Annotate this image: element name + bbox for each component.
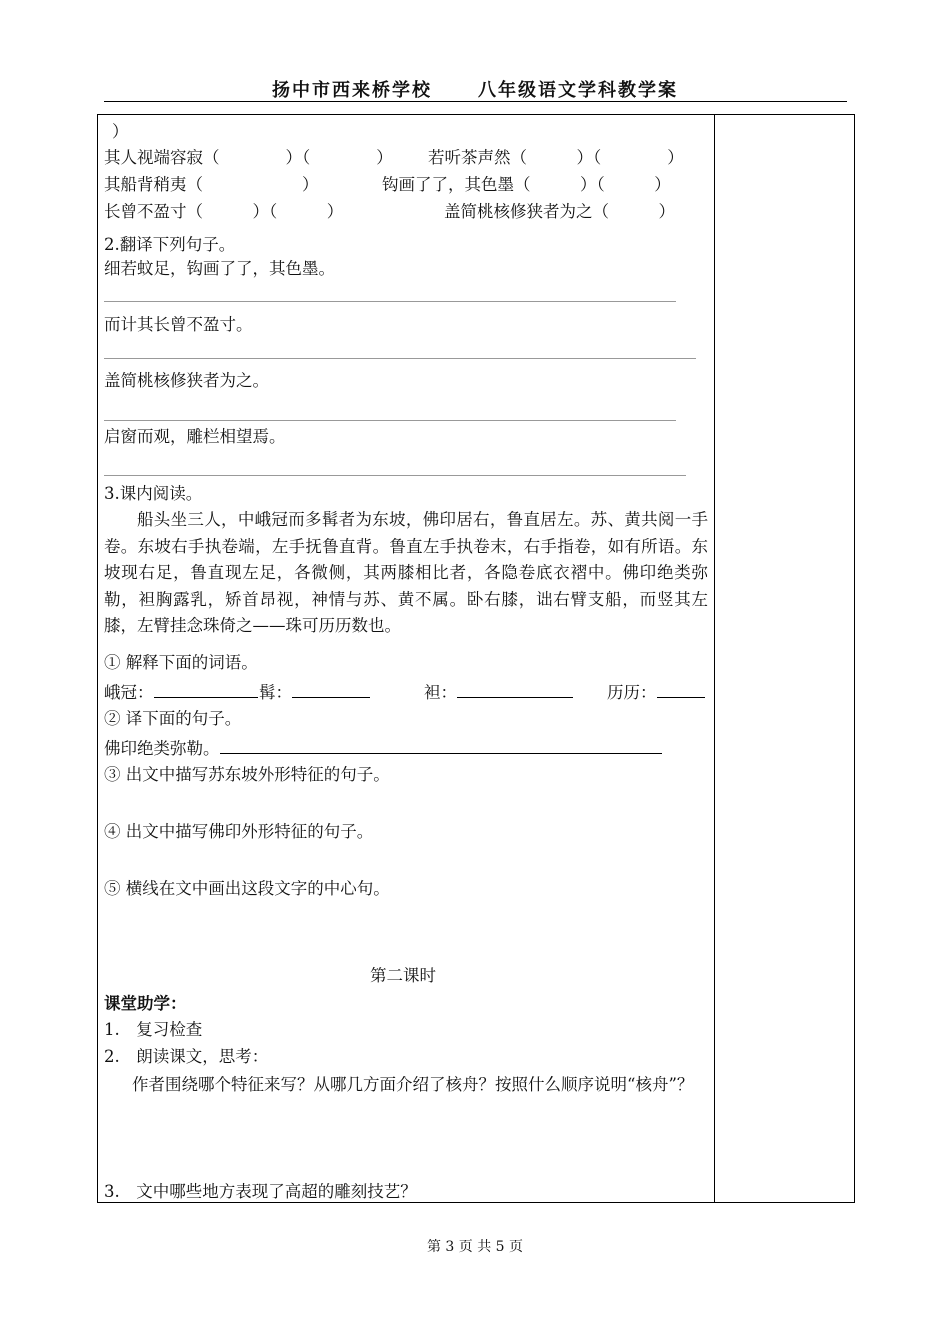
q3-title: 3.课内阅读。 xyxy=(104,484,203,503)
translate-item: 佛印绝类弥勒。 xyxy=(104,737,662,759)
page-header xyxy=(0,76,950,102)
q3-sub3: ③ 出文中描写苏东坡外形特征的句子。 xyxy=(104,765,390,784)
page-number: 第 3 页 共 5 页 xyxy=(426,1239,524,1255)
q2-sentence-1: 细若蚊足，钩画了了，其色墨。 xyxy=(104,259,335,278)
q3-sub1: ① 解释下面的词语。 xyxy=(104,653,258,672)
lesson-question: 作者围绕哪个特征来写？从哪几方面介绍了核舟？按照什么顺序说明“核舟”？ xyxy=(132,1075,694,1094)
lesson-item-3: 3. 文中哪些地方表现了高超的雕刻技艺？ xyxy=(104,1182,417,1201)
lesson-item-2: 2. 朗读课文，思考： xyxy=(104,1047,269,1066)
word-item-4: 历历： xyxy=(607,681,705,703)
vocab-row-3-left: 长曾不盈寸（ ）（ ） xyxy=(104,202,344,221)
word-item-1: 峨冠： xyxy=(104,681,258,703)
q3-sub5: ⑤ 横线在文中画出这段文字的中心句。 xyxy=(104,879,390,898)
vocab-row-1-left: 其人视端容寂（ ）（ ） xyxy=(104,148,393,167)
answer-line-1[interactable] xyxy=(104,301,676,302)
lesson-heading: 第二课时 xyxy=(370,966,436,985)
word-item-3: 袒： xyxy=(424,681,573,703)
q3-sub2: ② 译下面的句子。 xyxy=(104,709,242,728)
translate-blank[interactable] xyxy=(220,737,662,754)
school-name: 扬中市西来桥学校 xyxy=(272,80,432,101)
notes-column-divider xyxy=(714,114,715,1203)
word-item-2: 髯： xyxy=(259,681,370,703)
word-blank-1[interactable] xyxy=(154,681,258,698)
header-title: 八年级语文学科教学案 xyxy=(478,80,678,101)
lesson-item-1: 1. 复习检查 xyxy=(104,1020,203,1039)
q2-title: 2.翻译下列句子。 xyxy=(104,235,236,254)
section-heading: 课堂助学： xyxy=(104,994,187,1013)
q2-sentence-4: 启窗而观，雕栏相望焉。 xyxy=(104,427,286,446)
reading-passage: 船头坐三人，中峨冠而多髯者为东坡，佛印居右，鲁直居左。苏、黄共阅一手卷。东坡右手执卷端，左手抚鲁直背。鲁直左手执卷末，右手指卷，如有所语。东坡现右足，鲁直现左足，各微侧，其两膝相比者，各隐卷底衣褶中。佛印绝类弥勒，袒胸露乳，矫首昂视，神情与苏、黄不属。卧右膝，诎右臂支船，而竖其左膝，左臂挂念珠倚之——珠可历历数也。 xyxy=(104,510,708,635)
answer-line-3[interactable] xyxy=(104,420,676,421)
q2-sentence-3: 盖简桃核修狭者为之。 xyxy=(104,371,269,390)
header-divider xyxy=(104,101,847,102)
word-blank-2[interactable] xyxy=(292,681,370,698)
vocab-row-1-right: 若听茶声然（ ）（ ） xyxy=(428,148,684,167)
vocab-row-2-right: 钩画了了，其色墨（ ）（ ） xyxy=(382,175,671,194)
answer-line-4[interactable] xyxy=(104,475,686,476)
vocab-row-3-right: 盖简桃核修狭者为之（ ） xyxy=(444,202,675,221)
answer-line-2[interactable] xyxy=(104,358,696,359)
paren-continuation: ） xyxy=(112,122,129,141)
vocab-row-2-left: 其船背稍夷（ ） xyxy=(104,175,319,194)
word-blank-4[interactable] xyxy=(657,681,705,698)
q3-sub4: ④ 出文中描写佛印外形特征的句子。 xyxy=(104,822,374,841)
word-blank-3[interactable] xyxy=(457,681,573,698)
q2-sentence-2: 而计其长曾不盈寸。 xyxy=(104,315,253,334)
